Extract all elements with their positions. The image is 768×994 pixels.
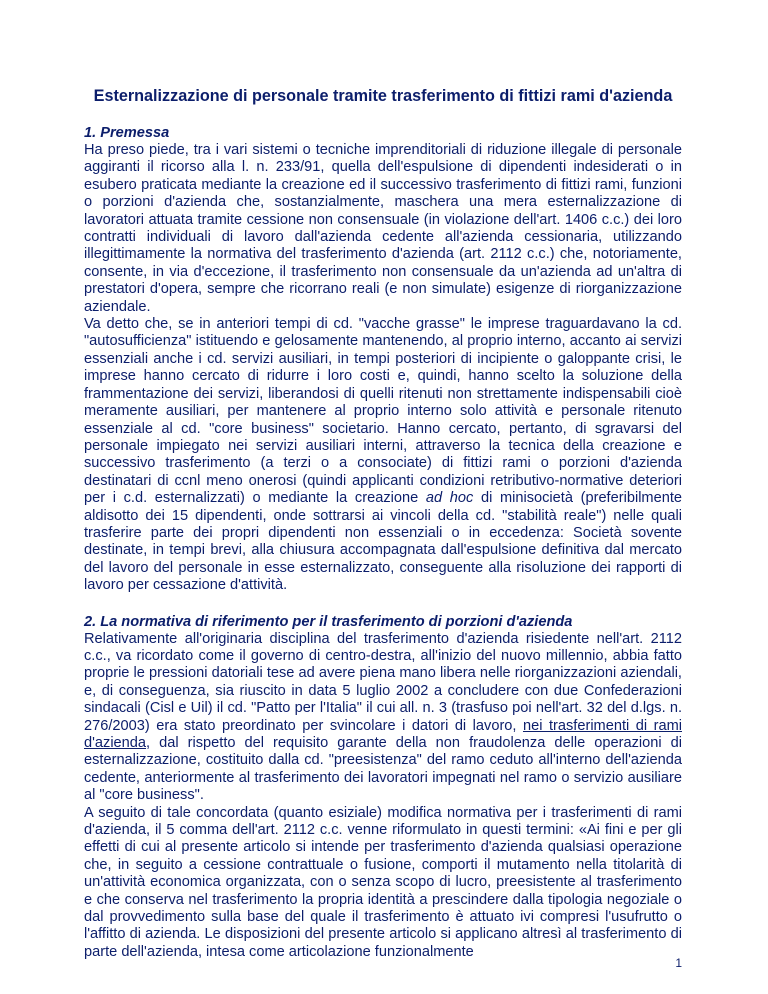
- document-title: Esternalizzazione di personale tramite trasferimento di fittizi rami d'azienda: [93, 87, 673, 105]
- paragraph-text: , dal rispetto del requisito garante della non fraudolenza delle operazioni di esternalizzazione, costituito dalla cd. "preesistenza" del ramo ceduto all'interno dell'azienda cedente, anteriormente al trasferimento dei lavoratori impegnati nel ramo o servizio ausiliare al "core business".: [84, 735, 682, 804]
- paragraph-premessa-1: Ha preso piede, tra i vari sistemi o tecniche imprenditoriali di riduzione illegale di personale aggiranti il ricorso alla l. n. 233/91, quella dell'espulsione di dipendenti indesiderati o in esubero praticata mediante la creazione ed il successivo trasferimento di fittizi rami, funzioni o porzioni d'azienda che, sostanzialmente, maschera una mera esternalizzazione di lavoratori attuata tramite cessione non consensuale (in violazione dell'art. 1406 c.c.) dei loro contratti individuali di lavoro dall'azienda cedente all'azienda cessionaria, utilizzando illegittimamente la normativa del trasferimento d'azienda (art. 2112 c.c.) che, notoriamente, consente, in via d'eccezione, il trasferimento non consensuale da un'azienda ad un'altra di prestatori d'opera, sempre che ricorrano reali (e non simulate) esigenze di riorganizzazione aziendale.: [84, 142, 682, 315]
- page-number: 1: [675, 956, 682, 970]
- paragraph-text: di minisocietà (preferibilmente aldisotto dei 15 dipendenti, onde sottrarsi ai vincoli della cd. "stabilità reale") nelle quali trasferire parte dei propri dipendenti non essenziali o in eccedenza: Società sovente destinate, in tempi brevi, alla chiusura accompagnata dall'espulsione definitiva dal mercato del lavoro del personale in esse esternalizzato, conseguente alla risoluzione dei rapporti di lavoro per cessazione d'attività.: [84, 490, 682, 594]
- paragraph-text: Relativamente all'originaria disciplina del trasferimento d'azienda risiedente nell'art. 2112 c.c., va ricordato come il governo di centro-destra, all'inizio del nuovo millennio, abbia fatto proprie le pressioni datoriali tese ad avere piena mano libera nelle riorganizzazioni aziendali, e, di conseguenza, sia riuscito in data 5 luglio 2002 a concludere con due Confederazioni sindacali (Cisl e Uil) il cd. "Patto per l'Italia" il cui all. n. 3 (trasfuso poi nell'art. 32 del d.lgs. n. 276/2003) era stato preordinato per svincolare i datori di lavoro,: [84, 630, 682, 734]
- section-heading-premessa: 1. Premessa: [84, 125, 170, 141]
- paragraph-normativa-1: [84, 631, 682, 805]
- paragraph-text: Va detto che, se in anteriori tempi di cd. "vacche grasse" le imprese traguardavano la cd. "autosufficienza" istituendo e gelosamente mantenendo, al proprio interno, accanto ai servizi essenziali anche i cd. servizi ausiliari, in tempi posteriori di incipiente o galoppante crisi, le imprese hanno cercato di ridurre i loro costi e, quindi, hanno scelto la soluzione della frammentazione dei servizi, liberandosi di quelli ritenuti non strettamente indispensabili cioè meramente ausiliari, per mantenere al proprio interno solo attività e personale ritenuto essenziale al cd. "core business" societario. Hanno cercato, pertanto, di sgravarsi del personale impiegato nei servizi ausiliari interni, attraverso la tecnica della creazione e successivo trasferimento (a terzi o a consociate) di fittizi rami o porzioni d'azienda destinatari di ccnl meno onerosi (quindi applicanti condizioni retributivo-normative deteriori per i c.d. esternalizzati) o mediante la creazione: [84, 316, 682, 507]
- section-heading-normativa: 2. La normativa di riferimento per il trasferimento di porzioni d'azienda: [84, 613, 573, 630]
- underlined-phrase: nei trasferimenti di rami d'azienda: [84, 717, 682, 751]
- emphasis-ad-hoc: ad hoc: [425, 490, 474, 507]
- paragraph-normativa-2: A seguito di tale concordata (quanto esiziale) modifica normativa per i trasferimenti di rami d'azienda, il 5 comma dell'art. 2112 c.c. venne riformulato in questi termini: «Ai fini e per gli effetti di cui al presente articolo si intende per trasferimento d'azienda qualsiasi operazione che, in seguito a cessione contrattuale o fusione, comporti il mutamento nella titolarità di un'attività economica organizzata, con o senza scopo di lucro, preesistente al trasferimento e che conserva nel trasferimento la propria identità a prescindere dalla tipologia negoziale o dal provvedimento sulla base del quale il trasferimento è attuato ivi compresi l'usufrutto o l'affitto di azienda. Le disposizioni del presente articolo si applicano altresì al trasferimento di parte dell'azienda, intesa come articolazione funzionalmente: [84, 804, 682, 960]
- paragraph-premessa-2: [84, 316, 682, 595]
